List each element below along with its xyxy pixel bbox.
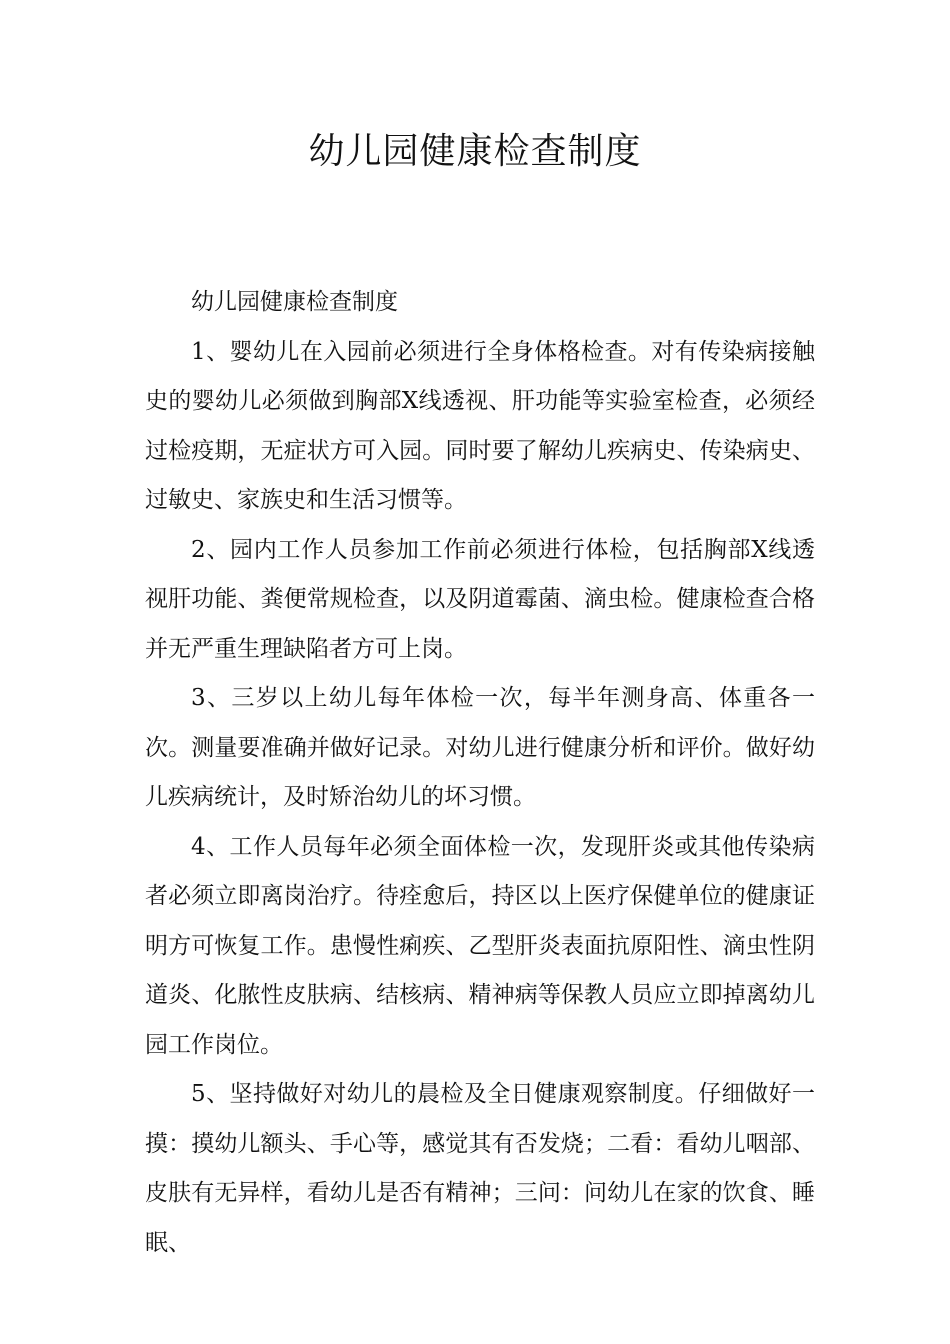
paragraph-item-3: 3、三岁以上幼儿每年体检一次，每半年测身高、体重各一次。测量要准确并做好记录。对幼儿进行健康分析和评价。做好幼儿疾病统计，及时矫治幼儿的坏习惯。	[145, 685, 815, 810]
paragraph-item-1: 1、婴幼儿在入园前必须进行全身体格检查。对有传染病接触史的婴幼儿必须做到胸部X线透视、肝功能等实验室检查，必须经过检疫期，无症状方可入园。同时要了解幼儿疾病史、传染病史、过敏史、家族史和生活习惯等。	[145, 338, 815, 513]
paragraph-item-4: 4、工作人员每年必须全面体检一次，发现肝炎或其他传染病者必须立即离岗治疗。待痊愈后，持区以上医疗保健单位的健康证明方可恢复工作。患慢性痢疾、乙型肝炎表面抗原阳性、滴虫性阴道炎、化脓性皮肤病、结核病、精神病等保教人员应立即掉离幼儿园工作岗位。	[145, 833, 815, 1058]
paragraph-item-5: 5、坚持做好对幼儿的晨检及全日健康观察制度。仔细做好一摸：摸幼儿额头、手心等，感觉其有否发烧；二看：看幼儿咽部、皮肤有无异样，看幼儿是否有精神；三问：问幼儿在家的饮食、睡眠、	[145, 1081, 815, 1256]
document-body	[145, 278, 815, 1268]
paragraph-heading: 幼儿园健康检查制度	[191, 289, 398, 315]
paragraph-item-2: 2、园内工作人员参加工作前必须进行体检，包括胸部X线透视肝功能、粪便常规检查，以及阴道霉菌、滴虫检。健康检查合格并无严重生理缺陷者方可上岗。	[145, 536, 815, 662]
document-title: 幼儿园健康检查制度	[308, 131, 642, 172]
